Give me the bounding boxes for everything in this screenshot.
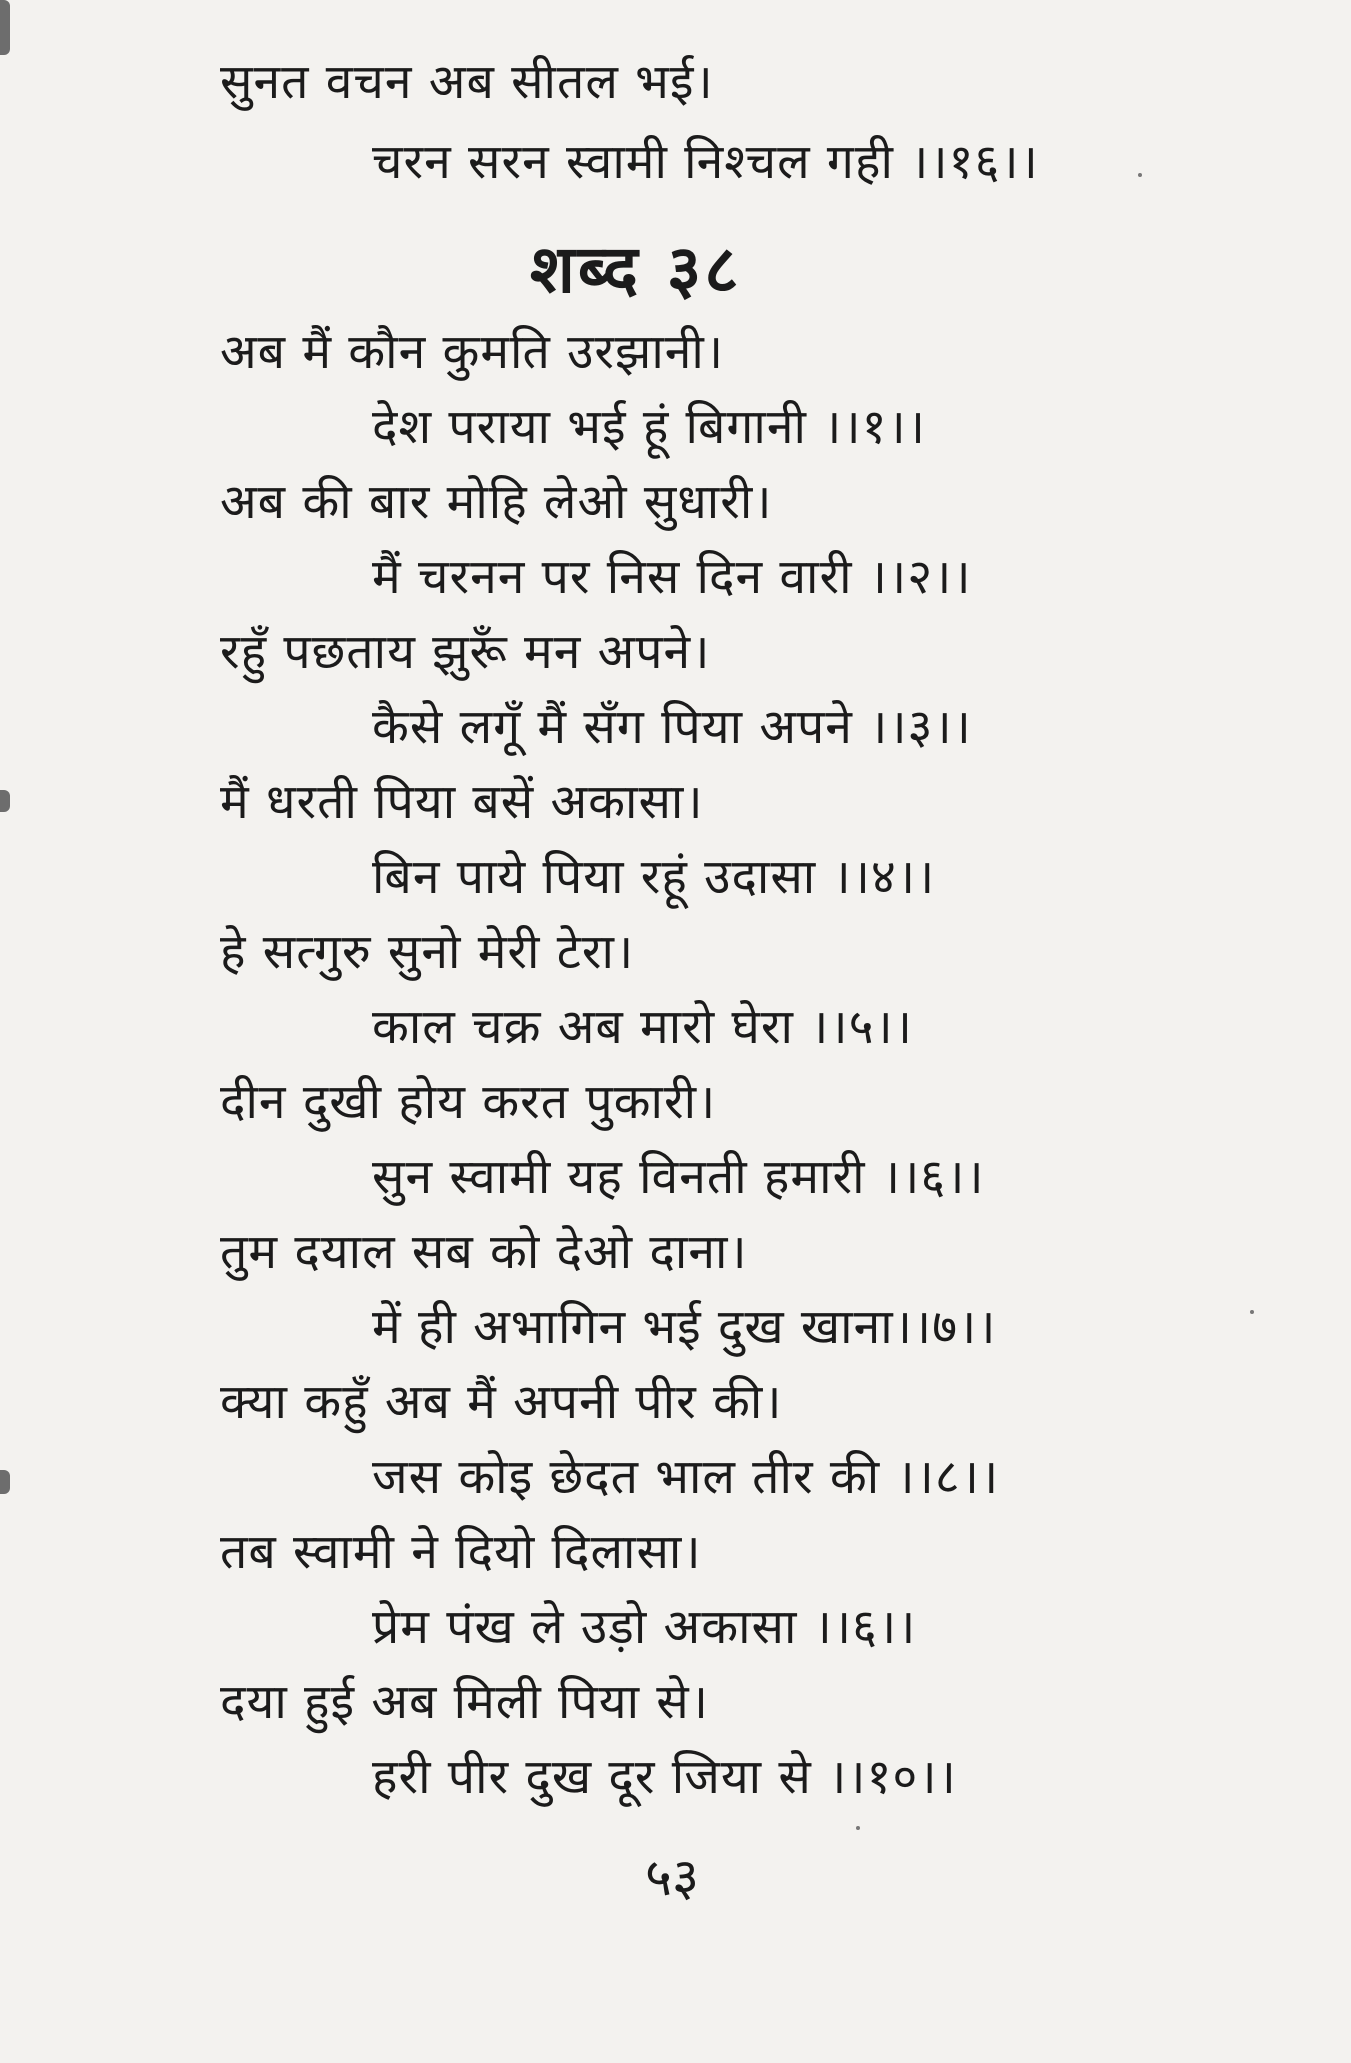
intro-line: सुनत वचन अब सीतल भई। [220,54,714,110]
section-heading: शब्द ३८ [530,231,742,308]
verse-line: तब स्वामी ने दियो दिलासा। [220,1524,702,1580]
scan-speck [1138,173,1142,177]
verse-line: तुम दयाल सब को देओ दाना। [220,1224,748,1280]
verse-line: मैं चरनन पर निस दिन वारी ।।२।। [372,549,972,605]
intro-line: चरन सरन स्वामी निश्चल गही ।।१६।। [372,134,1039,190]
verse-line: दीन दुखी होय करत पुकारी। [220,1074,717,1130]
verse-line: मैं धरती पिया बसें अकासा। [220,774,704,830]
verse-line: सुन स्वामी यह विनती हमारी ।।६।। [372,1149,985,1205]
verse-line: रहुँ पछताय झुरूँ मन अपने। [220,624,711,680]
verse-line: जस कोइ छेदत भाल तीर की ।।८।। [372,1449,1000,1505]
verse-line: अब की बार मोहि लेओ सुधारी। [220,474,773,530]
verse-line: हे सत्गुरु सुनो मेरी टेरा। [220,924,635,980]
page-number: ५३ [645,1848,700,1908]
verse-line: क्या कहुँ अब मैं अपनी पीर की। [220,1374,783,1430]
scan-edge-mark [0,790,10,812]
verse-line: काल चक्र अब मारो घेरा ।।५।। [372,999,913,1055]
verse-line: अब मैं कौन कुमति उरझानी। [220,324,725,380]
verse-line: देश पराया भई हूं बिगानी ।।१।। [372,399,926,455]
scan-speck [1250,1310,1254,1314]
verse-line: दया हुई अब मिली पिया से। [220,1674,709,1730]
verse-line: प्रेम पंख ले उड़ो अकासा ।।६।। [372,1599,917,1655]
scan-edge-mark [0,1470,10,1494]
scan-edge-mark [0,0,10,55]
verse-line: बिन पाये पिया रहूं उदासा ।।४।। [372,849,936,905]
scan-speck [856,1826,860,1830]
verse-line: हरी पीर दुख दूर जिया से ।।१०।। [372,1749,957,1805]
verse-line: कैसे लगूँ मैं सँग पिया अपने ।।३।। [372,699,972,755]
verse-line: में ही अभागिन भई दुख खाना।।७।। [372,1299,997,1355]
